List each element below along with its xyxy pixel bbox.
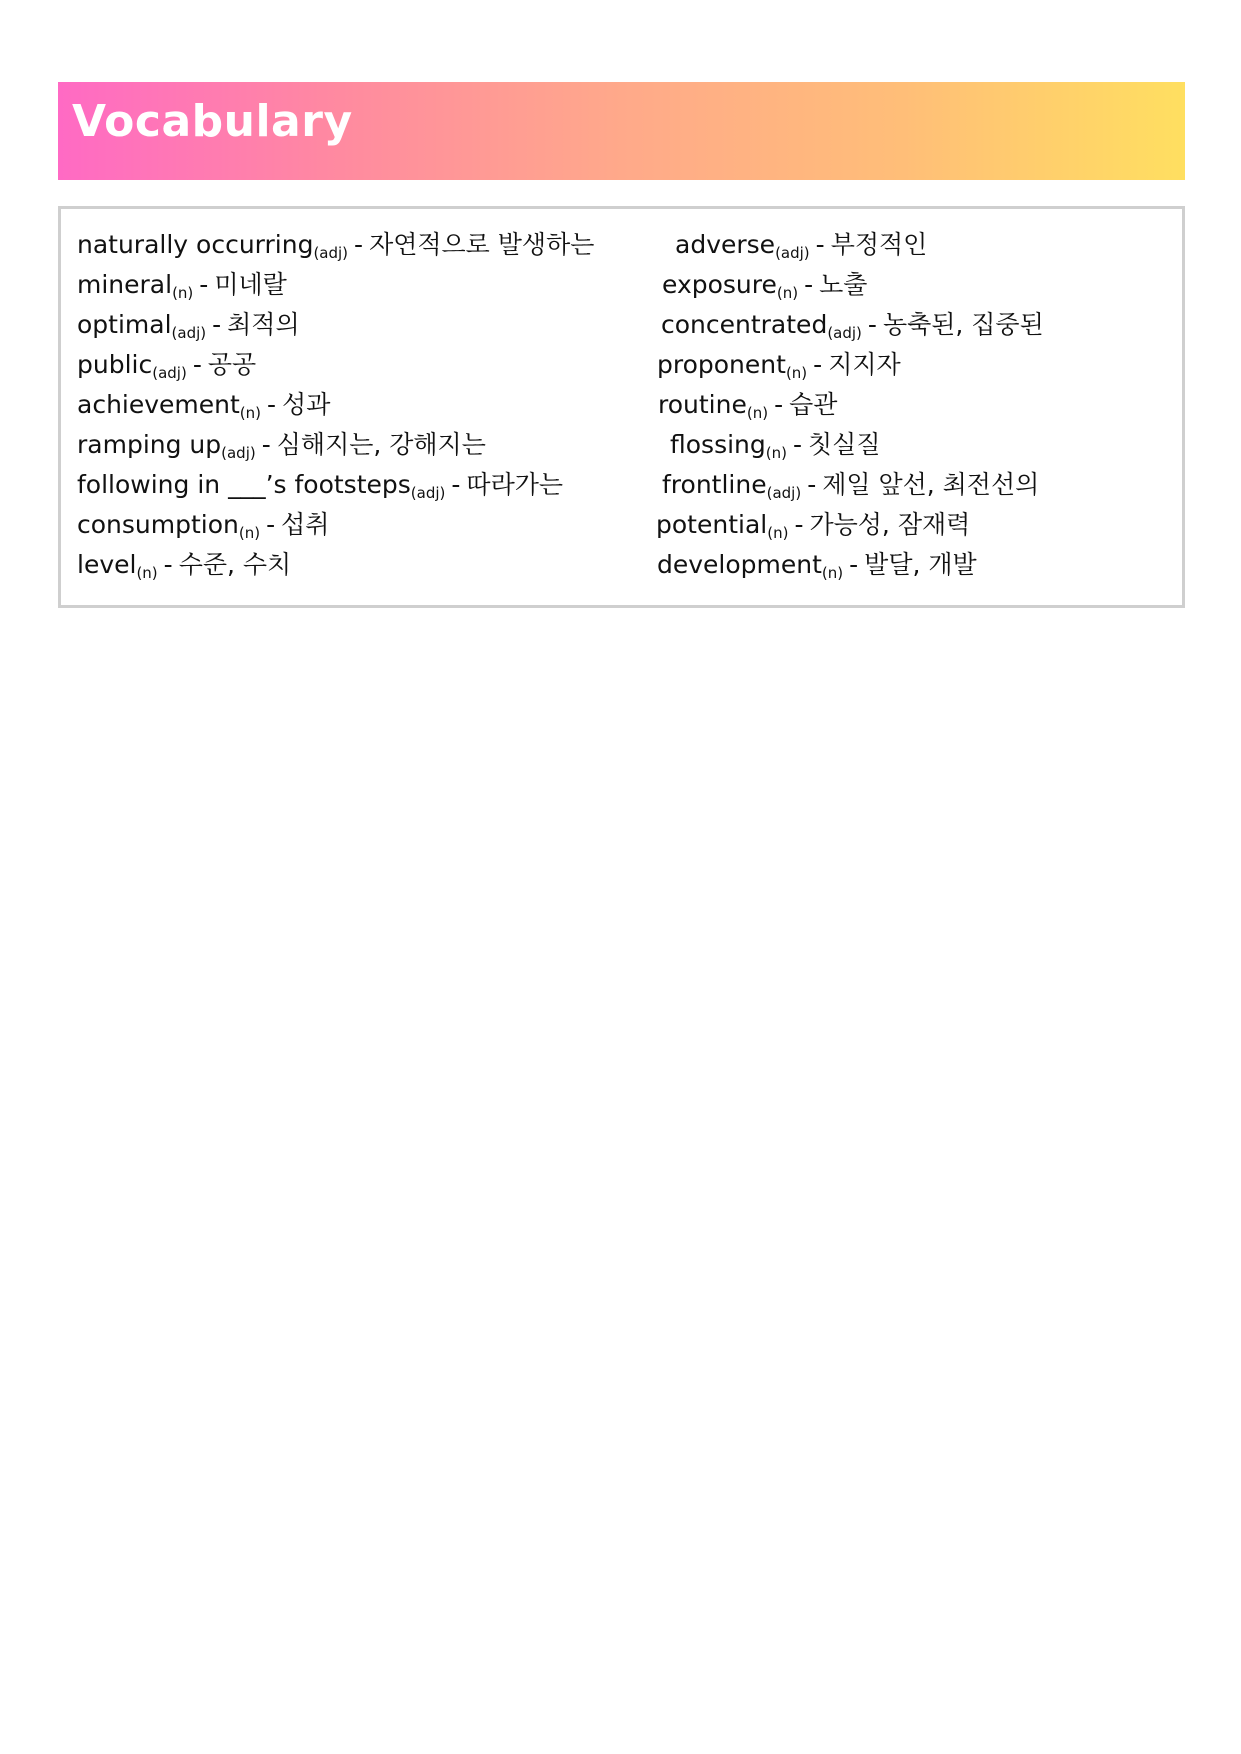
separator: - [792, 430, 803, 459]
vocab-entry-right [657, 345, 901, 385]
vocab-meaning: 노출 [819, 270, 868, 299]
vocab-meaning: 공공 [207, 350, 257, 379]
vocab-entry-right [656, 505, 970, 545]
vocab-meaning: 자연적으로 발생하는 [369, 230, 595, 259]
vocab-meaning: 최적의 [227, 310, 300, 339]
part-of-speech: (n) [239, 404, 262, 422]
vocab-entry-left [77, 305, 300, 345]
vocab-term: routine [658, 390, 747, 419]
vocab-entry-right [662, 465, 1039, 505]
vocab-entry-left [77, 385, 330, 425]
vocab-row [61, 425, 1182, 465]
separator: - [212, 310, 222, 339]
part-of-speech: (n) [776, 284, 799, 302]
vocab-entry-left [77, 265, 287, 305]
separator: - [867, 310, 877, 339]
vocab-term: achievement [77, 390, 240, 419]
vocabulary-banner [58, 82, 1185, 180]
separator: - [266, 510, 276, 539]
vocab-term: public [77, 350, 153, 379]
vocab-entry-left [77, 465, 563, 505]
vocab-term: consumption [77, 510, 239, 539]
vocab-term: mineral [77, 270, 173, 299]
part-of-speech: (n) [785, 364, 808, 382]
part-of-speech: (n) [746, 404, 769, 422]
separator: - [354, 230, 364, 259]
vocab-term: frontline [662, 470, 767, 499]
vocab-term: ramping up [77, 430, 222, 459]
vocab-meaning: 부정적인 [830, 230, 928, 259]
vocab-entry-right [670, 425, 880, 465]
vocab-row [61, 345, 1182, 385]
vocab-term: following in ___’s footsteps [77, 470, 411, 499]
vocab-entry-left [77, 505, 329, 545]
vocab-row [61, 305, 1182, 345]
part-of-speech: (n) [172, 284, 194, 302]
vocab-meaning: 심해지는, 강해지는 [276, 430, 486, 459]
vocab-row [61, 265, 1182, 305]
vocab-row [61, 225, 1182, 265]
vocab-term: level [77, 550, 137, 579]
vocabulary-box [58, 206, 1185, 608]
part-of-speech: (adj) [313, 244, 349, 262]
vocab-entry-left [77, 225, 594, 265]
vocab-row [61, 465, 1182, 505]
vocab-meaning: 미네랄 [214, 270, 287, 299]
vocab-meaning: 칫실질 [808, 430, 881, 459]
vocab-meaning: 따라가는 [466, 470, 564, 499]
separator: - [813, 350, 823, 379]
vocab-term: proponent [657, 350, 786, 379]
page-title: Vocabulary [72, 96, 353, 147]
vocab-meaning: 섭취 [281, 510, 330, 539]
vocab-meaning: 습관 [789, 390, 838, 419]
part-of-speech: (n) [136, 564, 158, 582]
vocab-term: flossing [670, 430, 766, 459]
separator: - [199, 270, 209, 299]
part-of-speech: (n) [821, 564, 844, 582]
vocab-entry-right [662, 265, 867, 305]
vocab-entry-right [657, 545, 977, 585]
part-of-speech: (adj) [775, 244, 810, 262]
vocab-term: development [657, 550, 822, 579]
vocab-entry-left [77, 425, 486, 465]
vocab-meaning: 성과 [282, 390, 331, 419]
vocab-term: adverse [675, 230, 776, 259]
separator: - [163, 550, 173, 579]
part-of-speech: (n) [765, 444, 787, 462]
vocab-term: exposure [662, 270, 777, 299]
vocab-term: optimal [77, 310, 172, 339]
vocab-entry-right [675, 225, 927, 265]
vocab-term: naturally occurring [77, 230, 314, 259]
vocab-meaning: 발달, 개발 [864, 550, 977, 579]
vocab-meaning: 제일 앞선, 최전선의 [822, 470, 1040, 499]
part-of-speech: (n) [767, 524, 789, 542]
separator: - [815, 230, 825, 259]
part-of-speech: (adj) [410, 484, 446, 502]
vocab-term: potential [656, 510, 768, 539]
vocab-entry-left [77, 545, 291, 585]
part-of-speech: (adj) [827, 324, 862, 342]
part-of-speech: (adj) [221, 444, 256, 462]
separator: - [804, 270, 814, 299]
part-of-speech: (n) [238, 524, 261, 542]
vocab-entry-left [77, 345, 256, 385]
separator: - [794, 510, 804, 539]
vocab-row [61, 505, 1182, 545]
vocab-entry-right [658, 385, 837, 425]
part-of-speech: (adj) [171, 324, 207, 342]
vocab-meaning: 수준, 수치 [178, 550, 292, 579]
separator: - [807, 470, 817, 499]
vocab-meaning: 지지자 [828, 350, 901, 379]
separator: - [261, 430, 271, 459]
vocab-meaning: 가능성, 잠재력 [809, 510, 971, 539]
separator: - [774, 390, 784, 419]
vocab-row [61, 385, 1182, 425]
vocab-entry-right [661, 305, 1044, 345]
part-of-speech: (adj) [766, 484, 802, 502]
vocab-row [61, 545, 1182, 585]
separator: - [192, 350, 202, 379]
vocab-meaning: 농축된, 집중된 [882, 310, 1044, 339]
vocab-term: concentrated [661, 310, 828, 339]
part-of-speech: (adj) [152, 364, 187, 382]
separator: - [451, 470, 461, 499]
separator: - [267, 390, 277, 419]
separator: - [849, 550, 859, 579]
